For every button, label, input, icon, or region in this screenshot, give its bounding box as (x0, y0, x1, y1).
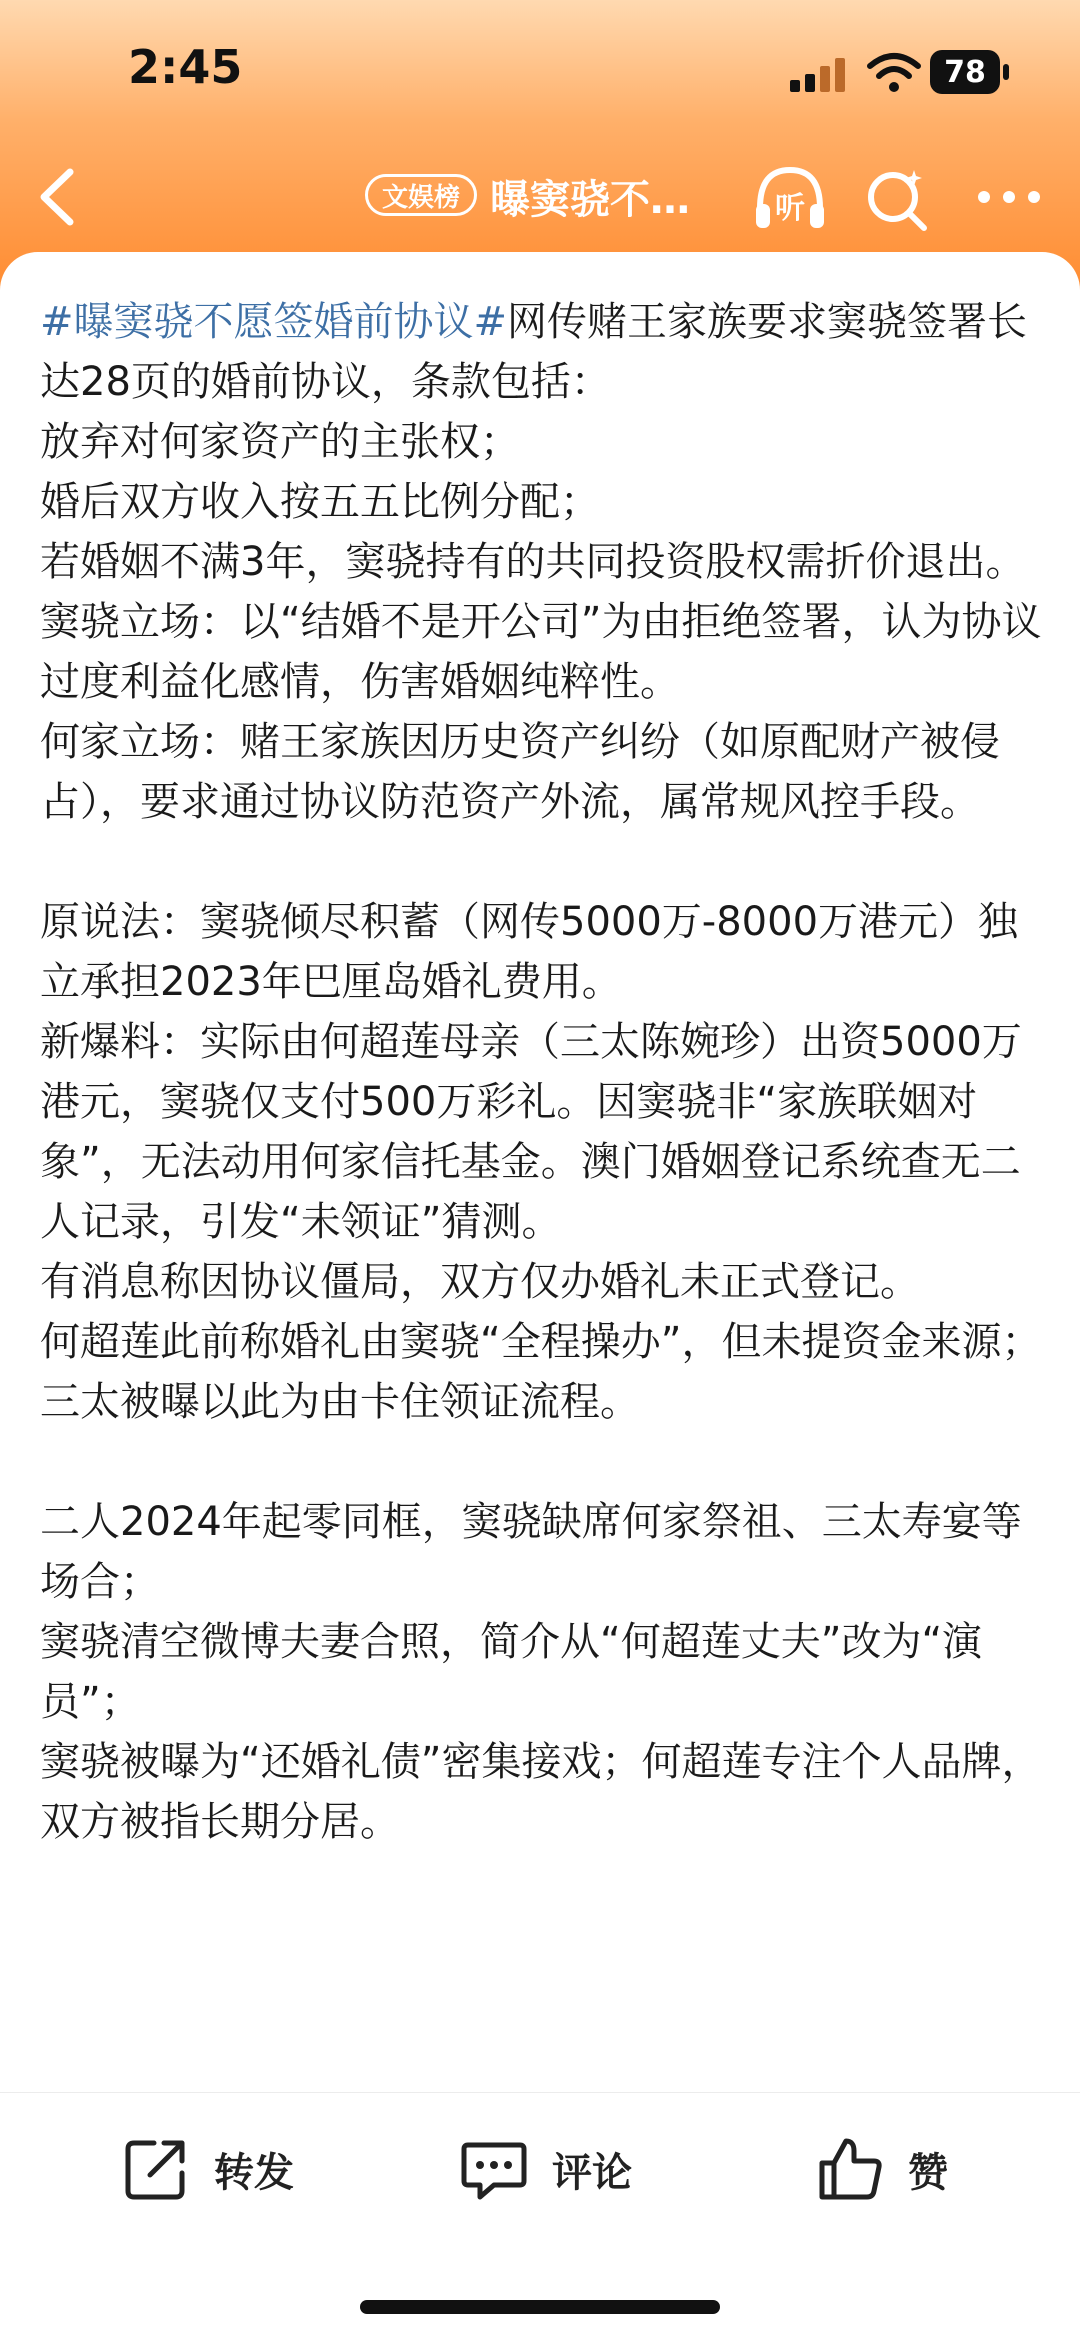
status-bar (0, 0, 1080, 140)
comment-icon (458, 2133, 530, 2205)
listen-button[interactable] (752, 160, 828, 236)
battery-level: 78 (930, 50, 1000, 94)
repost-button[interactable] (120, 2129, 294, 2209)
battery-icon (930, 50, 1010, 94)
like-label: 赞 (908, 2149, 948, 2196)
home-indicator[interactable] (360, 2300, 720, 2314)
hashtag-link[interactable]: #曝窦骁不愿签婚前协议# (40, 299, 508, 345)
post-paragraph: 放弃对何家资产的主张权； (40, 419, 520, 465)
post-paragraph: 窦骁立场：以“结婚不是开公司”为由拒绝签署，认为协议过度利益化感情，伤害婚姻纯粹性。 (40, 599, 1042, 705)
cellular-signal-icon (790, 58, 850, 92)
comment-label: 评论 (552, 2149, 632, 2196)
post-paragraph: 窦骁被曝为“还婚礼债”密集接戏；何超莲专注个人品牌，双方被指长期分居。 (40, 1739, 1042, 1845)
like-button[interactable] (814, 2129, 948, 2209)
post-paragraph: 窦骁清空微博夫妻合照，简介从“何超莲丈夫”改为“演员”； (40, 1619, 983, 1725)
top-nav (0, 140, 1080, 260)
status-time: 2:45 (128, 40, 243, 94)
post-paragraph (40, 292, 1050, 412)
comment-button[interactable] (458, 2129, 632, 2209)
ranking-badge[interactable]: 文娱榜 (365, 174, 477, 216)
headphones-icon (752, 160, 828, 236)
wifi-icon (866, 50, 922, 94)
search-icon[interactable] (862, 164, 932, 234)
page-title: 曝窦骁不… (490, 177, 690, 223)
post-paragraph: 何超莲此前称婚礼由窦骁“全程操办”，但未提资金来源；三太被曝以此为由卡住领证流程。 (40, 1319, 1042, 1425)
paragraph-text: 网传赌王家族要求窦骁签署长达28页的婚前协议，条款包括： (40, 299, 1028, 405)
post-paragraph: 若婚姻不满3年，窦骁持有的共同投资股权需折价退出。 (40, 539, 1026, 585)
back-button[interactable] (28, 162, 88, 232)
action-bar (0, 2092, 1080, 2243)
repost-icon (120, 2133, 192, 2205)
post-paragraph: 原说法：窦骁倾尽积蓄（网传5000万-8000万港元）独立承担2023年巴厘岛婚礼费用。 (40, 899, 1019, 1005)
more-icon[interactable] (972, 162, 1046, 232)
post-paragraph: 有消息称因协议僵局，双方仅办婚礼未正式登记。 (40, 1259, 920, 1305)
listen-label: 听 (775, 191, 805, 226)
paragraph-spacer (40, 832, 1050, 892)
paragraph-spacer (40, 1432, 1050, 1492)
thumbs-up-icon (814, 2133, 886, 2205)
post-paragraph: 二人2024年起零同框，窦骁缺席何家祭祖、三太寿宴等场合； (40, 1499, 1022, 1605)
repost-label: 转发 (214, 2149, 294, 2196)
post-paragraph: 何家立场：赌王家族因历史资产纠纷（如原配财产被侵占），要求通过协议防范资产外流，属常规风控手段。 (40, 719, 1000, 825)
post-paragraph: 婚后双方收入按五五比例分配； (40, 479, 600, 525)
post-paragraph: 新爆料：实际由何超莲母亲（三太陈婉珍）出资5000万港元，窦骁仅支付500万彩礼。因窦骁非“家族联姻对象”，无法动用何家信托基金。澳门婚姻登记系统查无二人记录，引发“未领证”猜测。 (40, 1019, 1022, 1245)
post-body (40, 292, 1050, 1852)
